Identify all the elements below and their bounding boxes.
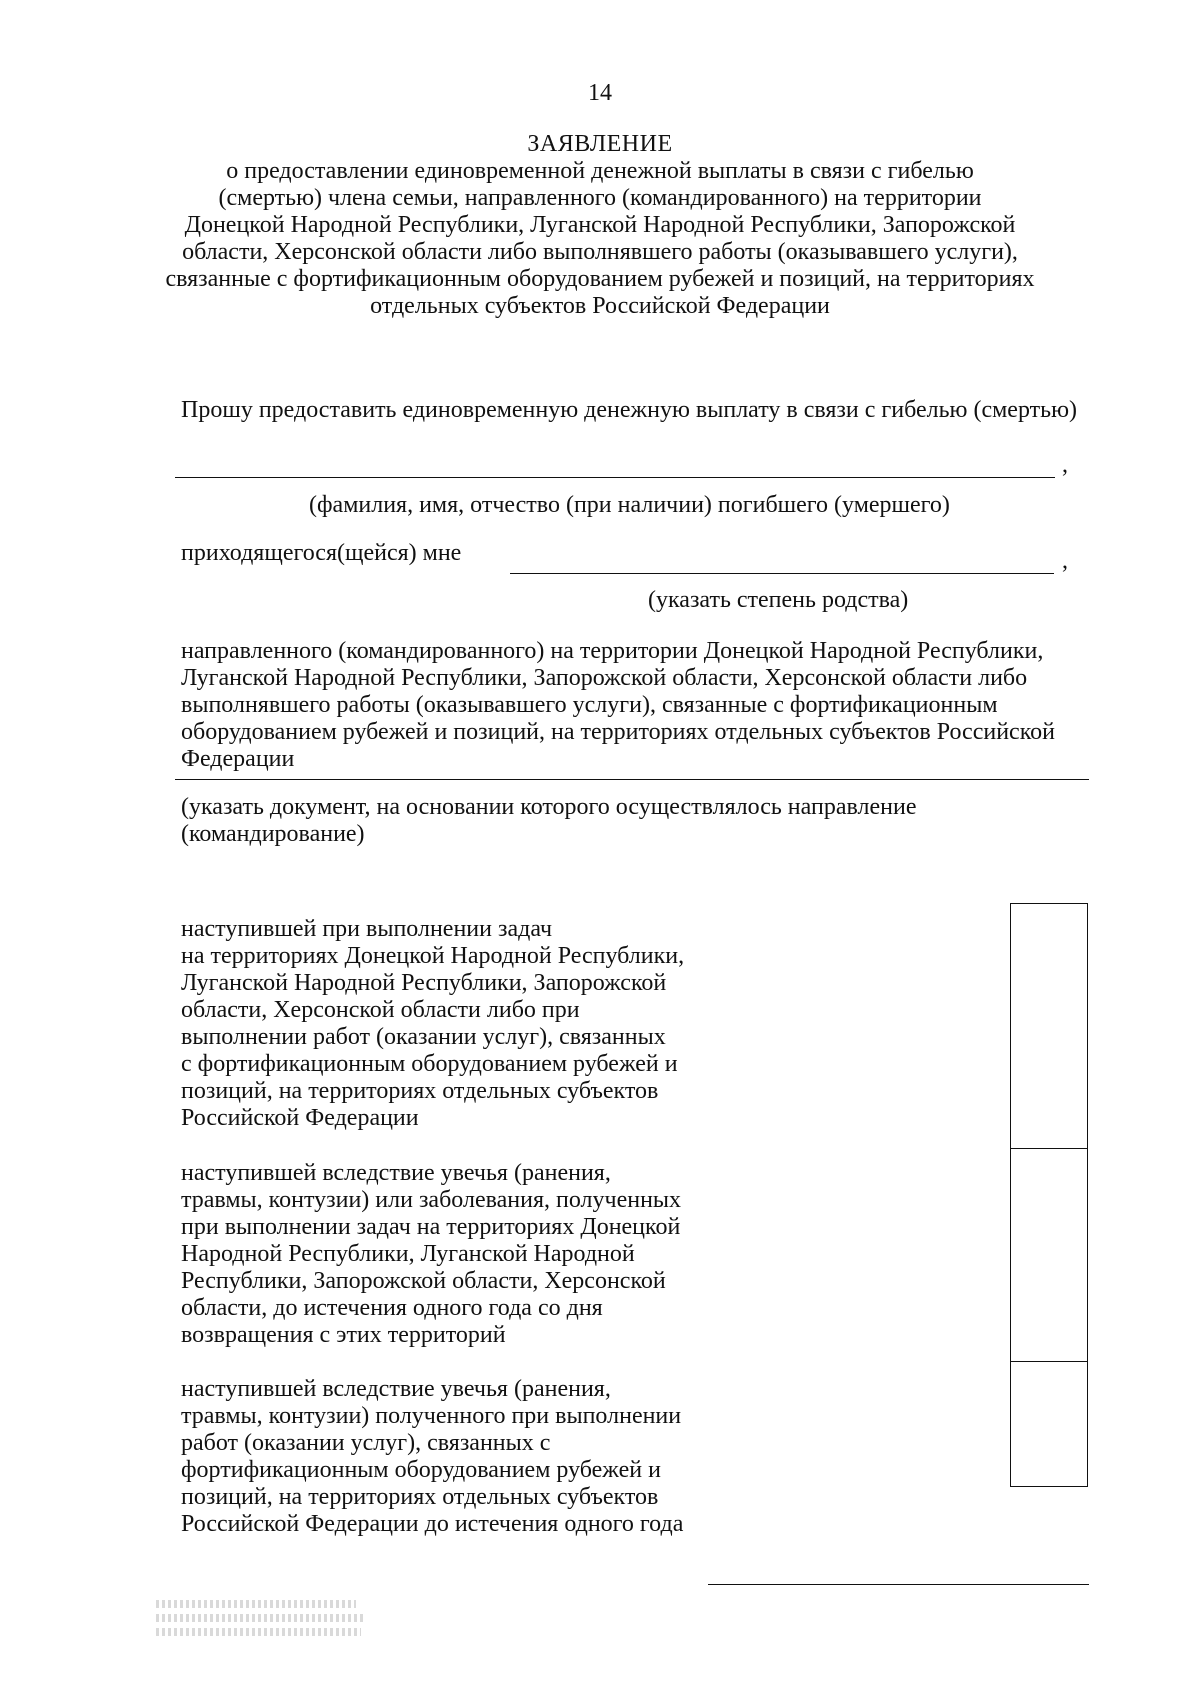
option-line: наступившей вследствие увечья (ранения, [181,1160,611,1186]
name-comma: , [1062,452,1068,478]
subtitle-line: (смертью) члена семьи, направленного (командированного) на территории [218,185,982,211]
directed-line: направленного (командированного) на территории Донецкой Народной Республики, [181,638,1044,664]
stamp-mark [156,1628,361,1636]
deceased-name-field[interactable] [175,477,1055,478]
option-line: Республики, Запорожской области, Херсонской [181,1268,666,1294]
stamp-mark [156,1600,356,1608]
option-line: Луганской Народной Республики, Запорожской [181,970,667,996]
subtitle-line: области, Херсонской области либо выполнявшего работы (оказывавшего услуги), [182,239,1018,265]
page-number: 14 [588,80,612,106]
directed-line: выполнявшего работы (оказывавшего услуги), связанные с фортификационным [181,692,998,718]
option-checkbox-3[interactable] [1011,1363,1087,1486]
page-title: ЗАЯВЛЕНИЕ [527,131,673,157]
relation-label: приходящегося(щейся) мне [181,540,462,566]
directed-paragraph [181,638,1084,773]
option-line: при выполнении задач на территориях Донецкой [181,1214,681,1240]
subtitle-line: отдельных субъектов Российской Федерации [370,293,830,319]
option-line: наступившей вследствие увечья (ранения, [181,1376,611,1402]
directed-line: Луганской Народной Республики, Запорожской области, Херсонской области либо [181,665,1028,691]
signature-field[interactable] [708,1584,1089,1585]
option-text [181,916,684,1132]
option-text [181,1376,683,1538]
option-line: Российской Федерации [181,1105,419,1131]
option-line: работ (оказании услуг), связанных с [181,1430,551,1456]
option-line: области, до истечения одного года со дня [181,1295,603,1321]
option-line: на территориях Донецкой Народной Республики, [181,943,685,969]
option-checkbox-2[interactable] [1011,1150,1087,1361]
option-line: с фортификационным оборудованием рубежей и [181,1051,678,1077]
checkbox-divider [1011,1148,1087,1149]
subtitle-line: Донецкой Народной Республики, Луганской Народной Республики, Запорожской [184,212,1016,238]
checkbox-divider [1011,1361,1087,1362]
directed-line: оборудованием рубежей и позиций, на территориях отдельных субъектов Российской [181,719,1055,745]
checkbox-column [1010,903,1088,1487]
subtitle-line: о предоставлении единовременной денежной выплаты в связи с гибелью [226,158,974,184]
subtitle-line: связанные с фортификационным оборудованием рубежей и позиций, на территориях [165,266,1035,292]
document-hint-line: (указать документ, на основании которого осуществлялось направление [181,794,917,820]
option-line: фортификационным оборудованием рубежей и [181,1457,661,1483]
option-line: травмы, контузии) полученного при выполнении [181,1403,682,1429]
option-line: выполнении работ (оказании услуг), связанных [181,1024,666,1050]
option-line: возвращения с этих территорий [181,1322,506,1348]
option-line: Российской Федерации до истечения одного года [181,1511,684,1537]
name-field-hint: (фамилия, имя, отчество (при наличии) погибшего (умершего) [309,492,950,518]
option-line: наступившей при выполнении задач [181,916,553,942]
directed-line: Федерации [181,746,295,772]
option-line: Народной Республики, Луганской Народной [181,1241,635,1267]
request-text: Прошу предоставить единовременную денежную выплату в связи с гибелью (смертью) [181,397,1077,423]
option-checkbox-1[interactable] [1011,904,1087,1148]
relation-field[interactable] [510,573,1054,574]
stamp-mark [156,1614,366,1622]
option-text [181,1160,681,1349]
relation-field-hint: (указать степень родства) [648,587,909,613]
document-hint-line: (командирование) [181,821,365,847]
page-subtitle [0,158,1200,320]
option-line: области, Херсонской области либо при [181,997,580,1023]
option-line: позиций, на территориях отдельных субъектов [181,1078,659,1104]
document-hint [181,794,1084,848]
option-line: позиций, на территориях отдельных субъектов [181,1484,659,1510]
document-field[interactable] [175,779,1089,780]
option-line: травмы, контузии) или заболевания, полученных [181,1187,682,1213]
relation-comma: , [1062,548,1068,574]
